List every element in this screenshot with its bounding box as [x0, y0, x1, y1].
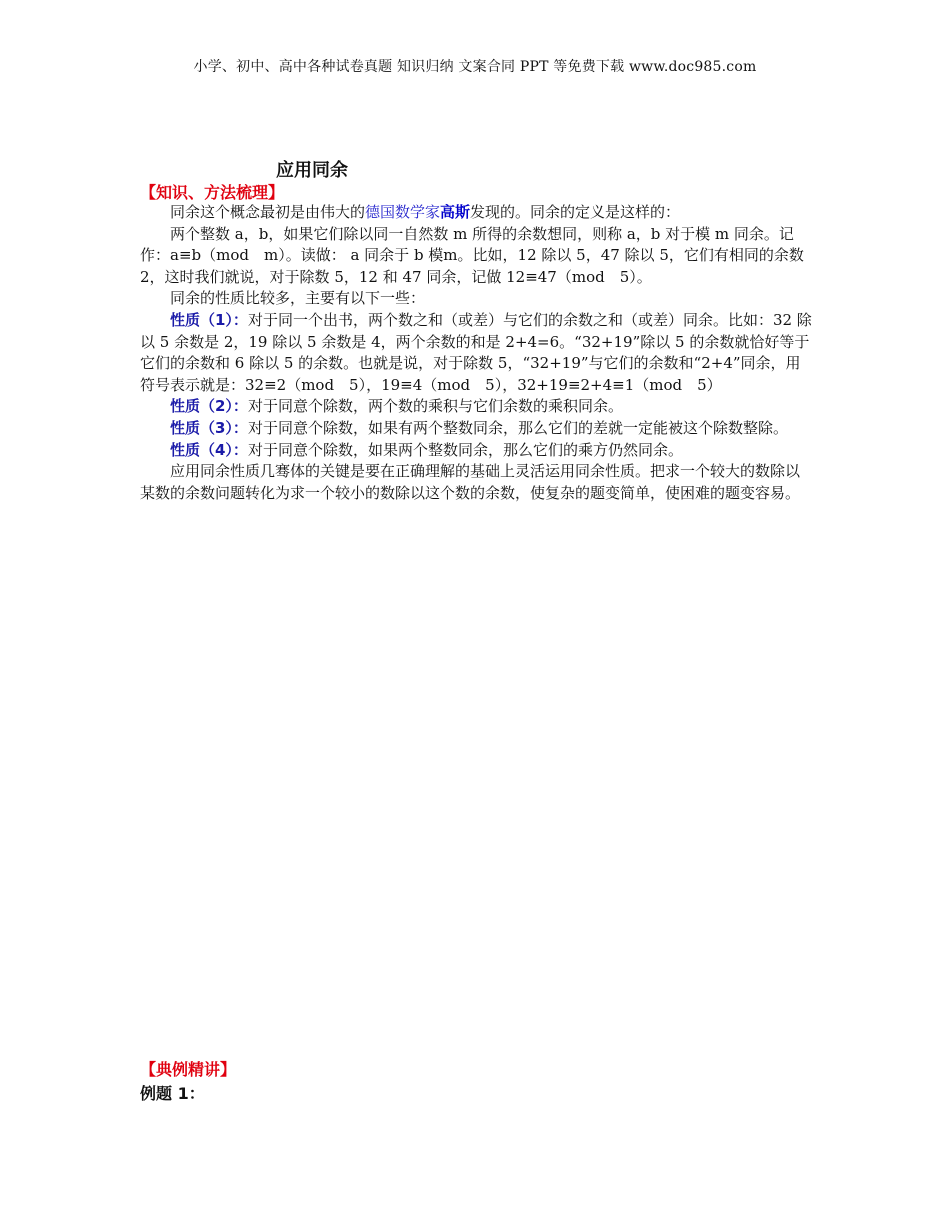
property-3-text: 对于同意个除数，如果有两个整数同余，那么它们的差就一定能被这个除数整除。 — [247, 418, 788, 437]
intro-text: 同余这个概念最初是由伟大的 — [170, 203, 366, 221]
property-1-label: 性质（1）： — [170, 310, 248, 329]
paragraph-properties-intro: 同余的性质比较多，主要有以下一些： — [170, 289, 426, 308]
property-1-text: 对于同一个出书，两个数之和（或差）与它们的余数之和（或差）同余。比如：32 除以 5 余数是 2，19 除以 5 余数是 4，两个余数的和是 2+4=6。“32+19”除以 5 的余数就恰好等于它们的余数和 6 除以 5 的余数。也就是说，对于除数 5，“32+19”与它们的余数和“2+4”同余，用符号表示就是：32≡2（mod 5），19≡4（mod 5），32+19≡2+4≡1（mod 5） — [140, 310, 812, 394]
property-4-label: 性质（4）： — [170, 440, 248, 459]
paragraph-application: 应用同余性质几骞体的关键是要在正确理解的基础上灵活运用同余性质。把求一个较大的数除以某数的余数问题转化为求一个较小的数除以这个数的余数，使复杂的题变简单，使困难的题变容易。 — [140, 462, 801, 502]
section-heading-examples: 【典例精讲】 — [140, 1060, 237, 1079]
intro-text-tail: 发现的。同余的定义是这样的： — [470, 203, 681, 221]
property-2-label: 性质（2）： — [170, 397, 248, 416]
content-body — [140, 202, 812, 504]
page-title: 应用同余 — [276, 160, 348, 181]
property-2-text: 对于同意个除数，两个数的乘积与它们余数的乘积同余。 — [247, 397, 623, 416]
property-4 — [140, 440, 812, 462]
property-2 — [140, 396, 812, 418]
property-3 — [140, 418, 812, 440]
page-header: 小学、初中、高中各种试卷真题 知识归纳 文案合同 PPT 等免费下载 www.doc985.com — [193, 59, 757, 75]
highlight-gauss: 高斯 — [440, 203, 471, 221]
paragraph-definition: 两个整数 a，b，如果它们除以同一自然数 m 所得的余数想同，则称 a，b 对于模 m 同余。记作：a≡b（mod m）。读做： a 同余于 b 模m。比如，12 除以 5，47 除以 5，它们有相同的余数 2，这时我们就说，对于除数 5，12 和 47 同余，记做 12≡47（mod 5）。 — [140, 224, 804, 286]
property-3-label: 性质（3）： — [170, 418, 248, 437]
example-1-label: 例题 1： — [140, 1084, 205, 1103]
property-1 — [140, 310, 812, 396]
paragraph-intro — [140, 202, 812, 224]
highlight-german-mathematician: 德国数学家 — [365, 203, 441, 221]
section-heading-knowledge: 【知识、方法梳理】 — [140, 183, 285, 202]
property-4-text: 对于同意个除数，如果两个整数同余，那么它们的乘方仍然同余。 — [247, 440, 683, 459]
